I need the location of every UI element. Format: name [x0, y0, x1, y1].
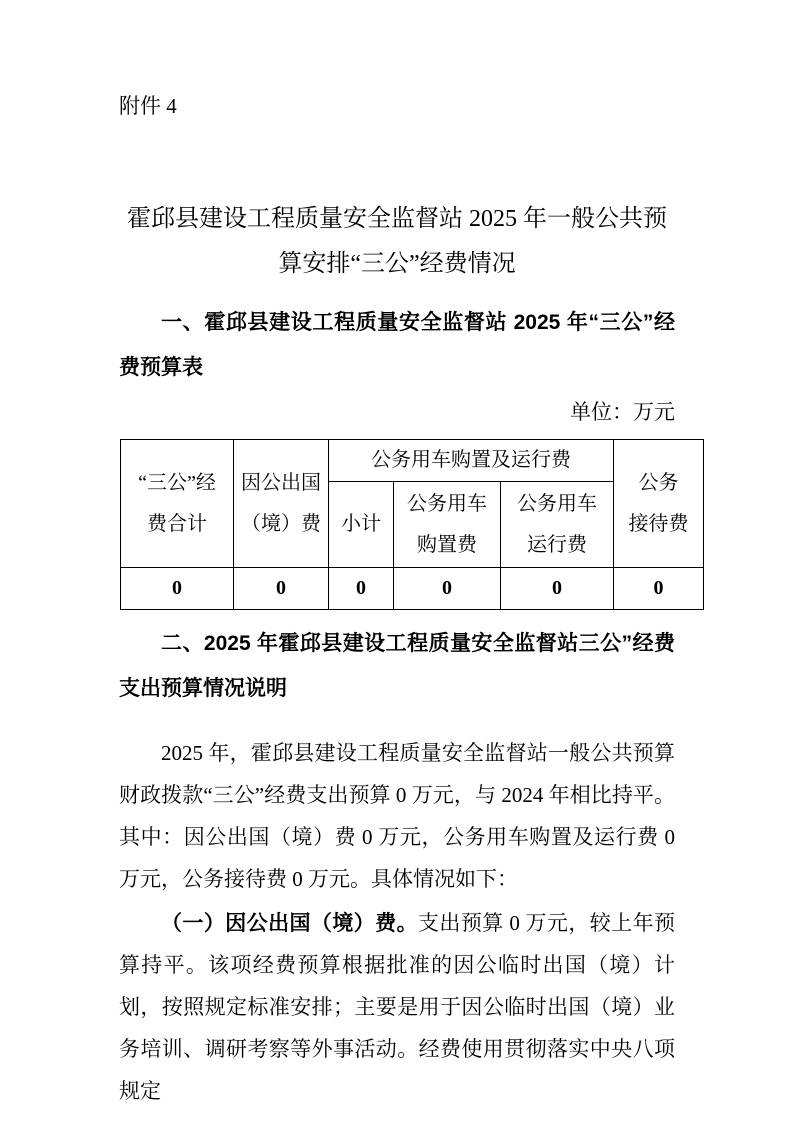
table-header-sangong-total: “三公”经 费合计 — [121, 440, 234, 568]
table-header-vehicle-operation: 公务用车 运行费 — [501, 482, 614, 568]
summary-paragraph: 2025 年，霍邱县建设工程质量安全监督站一般公共预算财政拨款“三公”经费支出预算 0 万元，与 2024 年相比持平。其中：因公出国（境）费 0 万元，公务用车购置及运行费 0 万元，公务接待费 0 万元。具体情况如下： — [119, 741, 675, 891]
table-value-abroad-fee: 0 — [234, 568, 329, 610]
section-2-heading: 二、2025 年霍邱县建设工程质量安全监督站三公”经费支出预算情况说明 — [119, 632, 675, 700]
table-value-vehicle-purchase: 0 — [394, 568, 501, 610]
table-header-reception-fee: 公务 接待费 — [614, 440, 704, 568]
abroad-fee-paragraph-lead: （一）因公出国（境）费。 — [161, 911, 418, 935]
unit-note: 单位：万元 — [570, 400, 675, 424]
document-title-line: 霍邱县建设工程质量安全监督站 2025 年一般公共预 — [127, 206, 667, 232]
table-value-row — [121, 568, 704, 610]
table-header-vehicle-subtotal: 小计 — [329, 482, 394, 568]
document-title-line: 算安排“三公”经费情况 — [278, 251, 516, 277]
table-value-vehicle-subtotal: 0 — [329, 568, 394, 610]
table-header-abroad-fee: 因公出国 （境）费 — [234, 440, 329, 568]
table-value-sangong-total: 0 — [121, 568, 234, 610]
section-1-heading: 一、霍邱县建设工程质量安全监督站 2025 年“三公”经费预算表 — [119, 311, 675, 379]
table-value-vehicle-operation: 0 — [501, 568, 614, 610]
document-title — [119, 197, 675, 287]
table-header-vehicle-group: 公务用车购置及运行费 — [329, 440, 614, 482]
abroad-fee-paragraph — [119, 902, 675, 1112]
budget-table — [120, 439, 704, 610]
table-value-reception-fee: 0 — [614, 568, 704, 610]
table-header-vehicle-purchase: 公务用车 购置费 — [394, 482, 501, 568]
attachment-label: 附件 4 — [119, 94, 177, 118]
table-header-row — [121, 440, 704, 482]
abroad-fee-paragraph-body: 支出预算 0 万元，较上年预算持平。该项经费预算根据批准的因公临时出国（境）计划，按照规定标准安排；主要是用于因公临时出国（境）业务培训、调研考察等外事活动。经费使用贯彻落实中央八项规定 — [119, 911, 675, 1103]
